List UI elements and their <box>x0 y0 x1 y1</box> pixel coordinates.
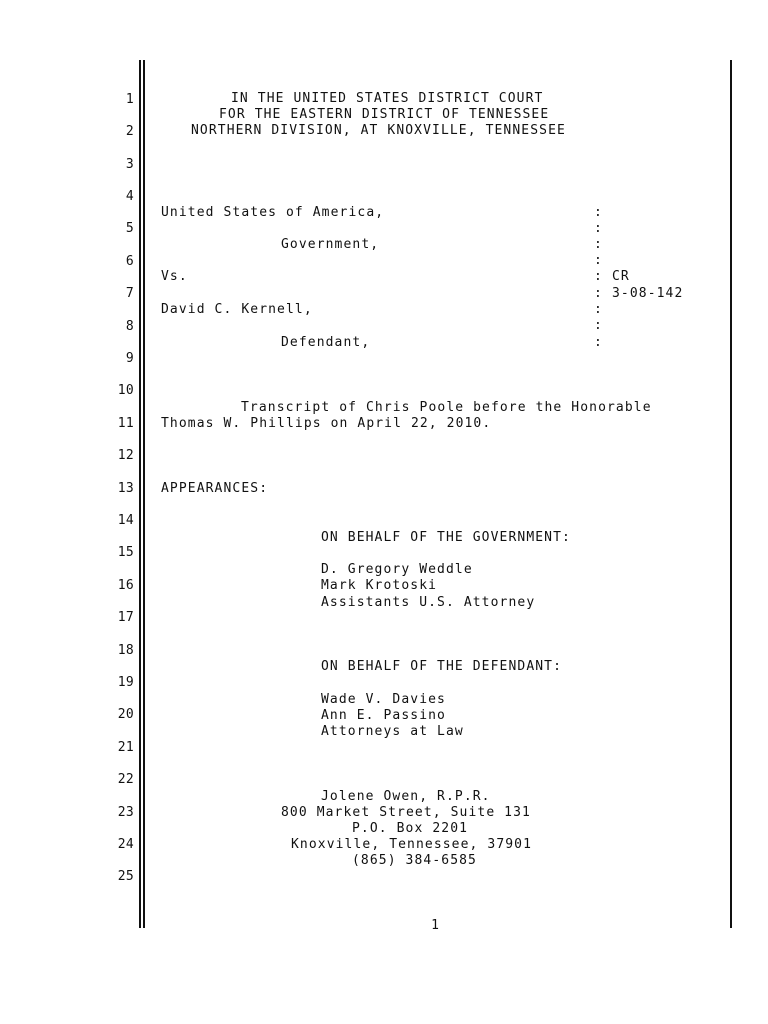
left-margin-rule-inner <box>143 60 145 928</box>
left-margin-rule <box>139 60 141 928</box>
appearances-heading: APPEARANCES: <box>161 481 269 496</box>
line-number: 18 <box>117 643 134 658</box>
caption-separator: : <box>594 286 603 301</box>
caption-separator: : <box>594 253 603 268</box>
case-number: 3-08-142 <box>612 286 684 301</box>
line-number: 6 <box>125 254 134 269</box>
line-number: 14 <box>117 513 134 528</box>
line-number: 11 <box>117 416 134 431</box>
line-number: 25 <box>117 869 134 884</box>
transcript-description: Transcript of Chris Poole before the Honorable <box>241 400 652 415</box>
right-margin-rule <box>730 60 732 928</box>
caption-plaintiff: United States of America, <box>161 205 385 220</box>
caption-separator: : <box>594 205 603 220</box>
line-number: 3 <box>125 157 134 172</box>
defense-attorney: Wade V. Davies <box>321 692 446 707</box>
court-header-line: IN THE UNITED STATES DISTRICT COURT <box>231 91 544 106</box>
line-number: 10 <box>117 383 134 398</box>
government-attorney: Mark Krotoski <box>321 578 438 593</box>
caption-defendant-role: Defendant, <box>281 335 371 350</box>
transcript-description: Thomas W. Phillips on April 22, 2010. <box>161 416 492 431</box>
defense-attorney-title: Attorneys at Law <box>321 724 464 739</box>
line-number: 1 <box>125 92 134 107</box>
government-heading: ON BEHALF OF THE GOVERNMENT: <box>321 530 571 545</box>
line-number: 9 <box>125 351 134 366</box>
defense-attorney: Ann E. Passino <box>321 708 446 723</box>
reporter-name: Jolene Owen, R.P.R. <box>321 789 491 804</box>
caption-separator: : <box>594 221 603 236</box>
caption-separator: : <box>594 237 603 252</box>
line-number: 20 <box>117 707 134 722</box>
line-number: 21 <box>117 740 134 755</box>
page-number: 1 <box>431 918 439 933</box>
caption-versus: Vs. <box>161 269 188 284</box>
line-number: 8 <box>125 319 134 334</box>
defendant-heading: ON BEHALF OF THE DEFENDANT: <box>321 659 563 674</box>
caption-separator: : <box>594 318 603 333</box>
line-number: 5 <box>125 221 134 236</box>
line-number: 24 <box>117 837 134 852</box>
reporter-street: 800 Market Street, Suite 131 <box>281 805 531 820</box>
reporter-city: Knoxville, Tennessee, 37901 <box>291 837 533 852</box>
line-number: 19 <box>117 675 134 690</box>
reporter-phone: (865) 384-6585 <box>352 853 477 868</box>
line-number: 22 <box>117 772 134 787</box>
caption-separator: : <box>594 335 603 350</box>
line-number: 17 <box>117 610 134 625</box>
caption-plaintiff-role: Government, <box>281 237 380 252</box>
court-header-line: NORTHERN DIVISION, AT KNOXVILLE, TENNESSEE <box>191 123 566 138</box>
government-attorney: D. Gregory Weddle <box>321 562 473 577</box>
government-attorney-title: Assistants U.S. Attorney <box>321 595 536 610</box>
line-number: 15 <box>117 545 134 560</box>
caption-separator: : <box>594 302 603 317</box>
court-header-line: FOR THE EASTERN DISTRICT OF TENNESSEE <box>219 107 550 122</box>
line-number: 2 <box>125 124 134 139</box>
case-label: CR <box>612 269 630 284</box>
caption-defendant: David C. Kernell, <box>161 302 313 317</box>
line-number: 16 <box>117 578 134 593</box>
line-number: 23 <box>117 805 134 820</box>
line-number: 12 <box>117 448 134 463</box>
line-number: 7 <box>125 286 134 301</box>
caption-separator: : <box>594 269 603 284</box>
line-number: 4 <box>125 189 134 204</box>
reporter-po-box: P.O. Box 2201 <box>352 821 469 836</box>
line-number: 13 <box>117 481 134 496</box>
